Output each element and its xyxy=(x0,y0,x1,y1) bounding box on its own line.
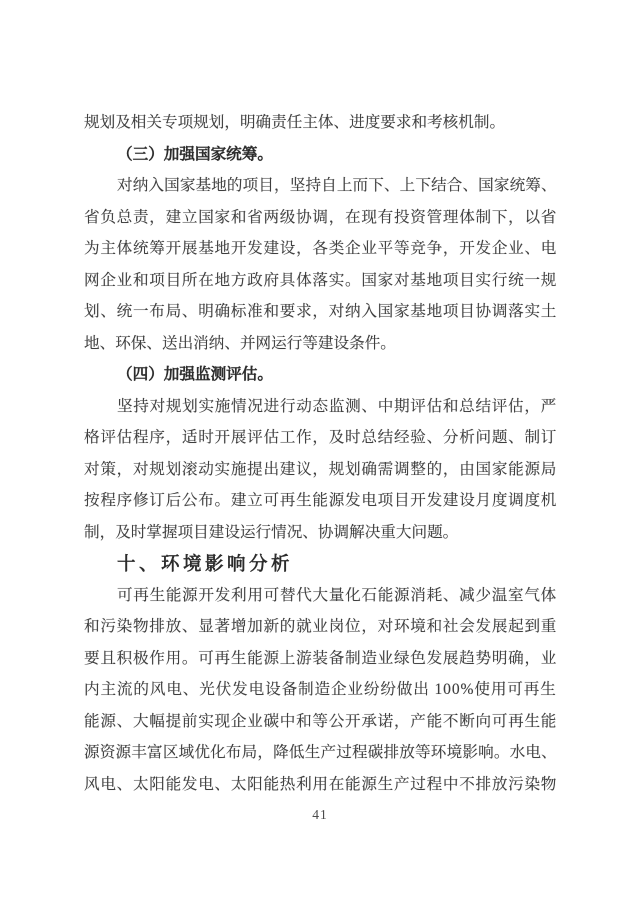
body-text-line xyxy=(84,107,557,139)
line-text: 坚持对规划实施情况进行动态监测、中期评估和总结评估，严 xyxy=(117,397,557,415)
line-text: 对纳入国家基地的项目，坚持自上而下、上下结合、国家统筹、 xyxy=(117,177,557,194)
body-text-line xyxy=(84,580,557,612)
page-number: 41 xyxy=(312,807,328,822)
body-text-line xyxy=(84,674,557,706)
body-text-line xyxy=(84,769,557,801)
section-heading xyxy=(84,548,557,580)
clause-subheading xyxy=(84,359,557,391)
line-text: 对策，对规划滚动实施提出建议，规划确需调整的，由国家能源局 xyxy=(84,460,558,478)
body-text-line xyxy=(84,296,557,328)
line-text: 要且积极作用。可再生能源上游装备制造业绿色发展趋势明确，业 xyxy=(84,649,558,667)
body-text-line xyxy=(84,265,557,297)
clause-subheading xyxy=(84,139,557,171)
body-text-line xyxy=(84,485,557,517)
line-text: 十、环境影响分析 xyxy=(117,553,294,574)
line-text: 规划及相关专项规划，明确责任主体、进度要求和考核机制。 xyxy=(84,114,506,131)
body-text-line xyxy=(84,737,557,769)
line-text: 网企业和项目所在地方政府具体落实。国家对基地项目实行统一规 xyxy=(84,271,558,289)
page-footer xyxy=(0,799,640,831)
body-text-line xyxy=(84,706,557,738)
line-text: 能源、大幅提前实现企业碳中和等公开承诺，产能不断向可再生能 xyxy=(84,712,558,730)
line-text: （三）加强国家统筹。 xyxy=(117,145,273,163)
line-text: 省负总责，建立国家和省两级协调，在现有投资管理体制下，以省 xyxy=(84,208,558,226)
line-text: 划、统一布局、明确标准和要求，对纳入国家基地项目协调落实土 xyxy=(84,303,558,320)
body-text-line xyxy=(84,454,557,486)
line-text: 风电、太阳能发电、太阳能热利用在能源生产过程中不排放污染物 xyxy=(84,775,558,793)
body-text-line xyxy=(84,202,557,234)
line-text: （四）加强监测评估。 xyxy=(117,366,273,383)
body-text-line xyxy=(84,422,557,454)
body-text-line xyxy=(84,233,557,265)
line-text: 按程序修订后公布。建立可再生能源发电项目开发建设月度调度机 xyxy=(84,492,558,509)
line-text: 源资源丰富区域优化布局，降低生产过程碳排放等环境影响。水电、 xyxy=(84,744,557,761)
body-text-line xyxy=(84,391,557,423)
body-text-line xyxy=(84,517,557,549)
body-text-line xyxy=(84,170,557,202)
page-body xyxy=(84,107,557,800)
line-text: 可再生能源开发利用可替代大量化石能源消耗、减少温室气体 xyxy=(117,586,557,604)
line-text: 格评估程序，适时开展评估工作，及时总结经验、分析问题、制订 xyxy=(84,429,558,446)
line-text: 内主流的风电、光伏发电设备制造企业纷纷做出 100%使用可再生 xyxy=(84,681,557,698)
body-text-line xyxy=(84,611,557,643)
line-text: 为主体统筹开展基地开发建设，各类企业平等竞争，开发企业、电 xyxy=(84,240,558,257)
line-text: 和污染物排放、显著增加新的就业岗位，对环境和社会发展起到重 xyxy=(84,618,558,635)
line-text: 制，及时掌握项目建设运行情况、协调解决重大问题。 xyxy=(84,523,459,541)
line-text: 地、环保、送出消纳、并网运行等建设条件。 xyxy=(84,334,396,352)
body-text-line xyxy=(84,643,557,675)
body-text-line xyxy=(84,328,557,360)
